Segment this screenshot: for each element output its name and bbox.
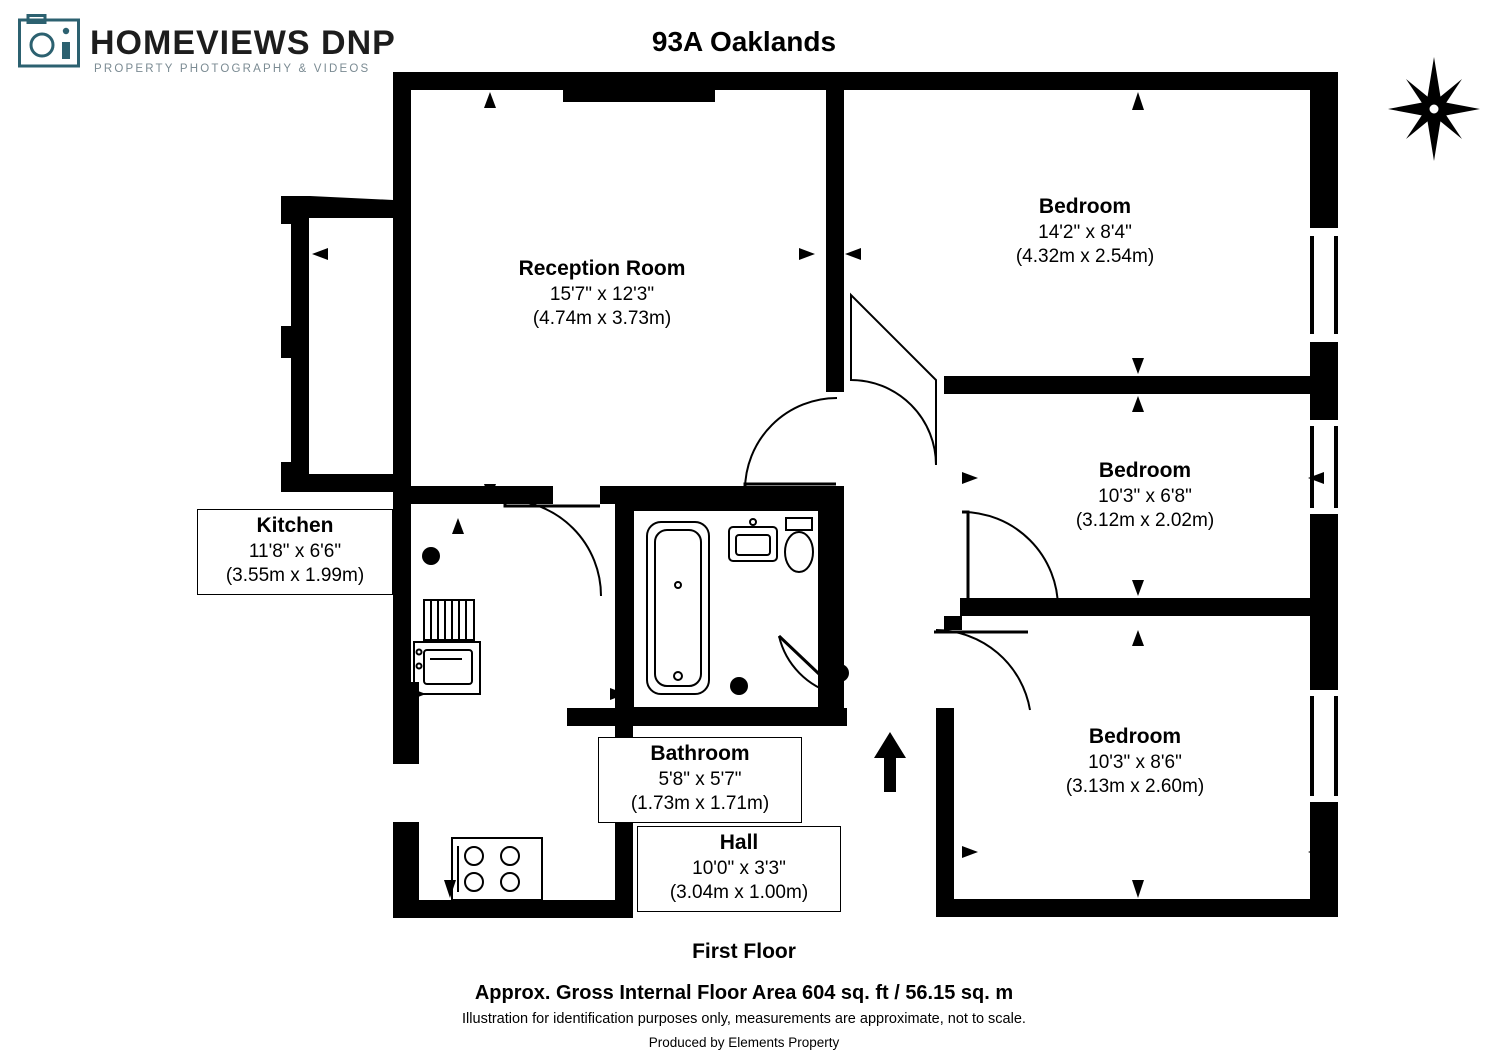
room-dimensions-imperial: 10'3" x 8'6" (1088, 751, 1182, 773)
room-label-bathroom (598, 737, 802, 823)
svg-text:S: S (1430, 79, 1438, 89)
room-name: Bedroom (1098, 459, 1192, 482)
room-dimensions-metric: (3.55m x 1.99m) (225, 565, 365, 587)
radiator-dot-icon (831, 664, 849, 682)
svg-text:W: W (1451, 104, 1461, 114)
room-label-bedroom-1 (960, 194, 1210, 270)
room-label-bedroom-2 (1020, 458, 1270, 534)
room-dimensions-imperial: 10'3" x 6'8" (1098, 485, 1192, 507)
room-dimensions-metric: (3.13m x 2.60m) (1065, 776, 1205, 798)
room-name: Bedroom (1088, 725, 1182, 748)
room-dimensions-metric: (3.12m x 2.02m) (1075, 510, 1215, 532)
room-name: Bathroom (650, 742, 750, 765)
sink-icon (414, 642, 480, 694)
floor-area-text: Approx. Gross Internal Floor Area 604 sq. ft / 56.15 sq. m (474, 982, 1014, 1004)
room-name: Reception Room (518, 257, 686, 280)
room-dimensions-metric: (3.04m x 1.00m) (669, 882, 809, 904)
floor-name: First Floor (692, 940, 796, 963)
room-dimensions-imperial: 11'8" x 6'6" (248, 540, 342, 562)
room-dimensions-imperial: 15'7" x 12'3" (549, 283, 655, 305)
disclaimer-text: Illustration for identification purposes only, measurements are approximate, not to scale. (462, 1011, 1026, 1027)
room-name: Hall (719, 831, 759, 854)
hob-icon (452, 838, 542, 900)
room-dimensions-imperial: 5'8" x 5'7" (658, 768, 742, 790)
room-name: Bedroom (1038, 195, 1132, 218)
radiator-dot-icon (422, 547, 440, 565)
room-name: Kitchen (256, 514, 334, 537)
page-title: 93A Oaklands (651, 26, 837, 57)
brand-name: HOMEVIEWS DNP (90, 24, 396, 62)
svg-text:E: E (1408, 104, 1416, 114)
room-dimensions-imperial: 10'0" x 3'3" (692, 857, 786, 879)
producer-credit: Produced by Elements Property (648, 1035, 840, 1050)
room-dimensions-metric: (4.74m x 3.73m) (532, 308, 672, 330)
room-label-kitchen (197, 509, 393, 595)
washbasin-icon (729, 519, 777, 561)
room-label-hall (637, 826, 841, 912)
interior-outline (633, 510, 819, 708)
brand-tagline: PROPERTY PHOTOGRAPHY & VIDEOS (94, 63, 371, 75)
room-dimensions-metric: (4.32m x 2.54m) (1015, 246, 1155, 268)
room-dimensions-imperial: 14'2" x 8'4" (1038, 221, 1132, 243)
radiator-icon (424, 600, 474, 640)
room-label-reception (452, 256, 752, 332)
radiator-dot-icon (730, 677, 748, 695)
room-label-bedroom-3 (1010, 724, 1260, 800)
toilet-icon (785, 518, 813, 572)
entrance-arrow-icon (874, 732, 906, 792)
svg-text:N: N (1430, 129, 1438, 139)
room-dimensions-metric: (1.73m x 1.71m) (630, 793, 770, 815)
bathtub-icon (647, 522, 709, 694)
